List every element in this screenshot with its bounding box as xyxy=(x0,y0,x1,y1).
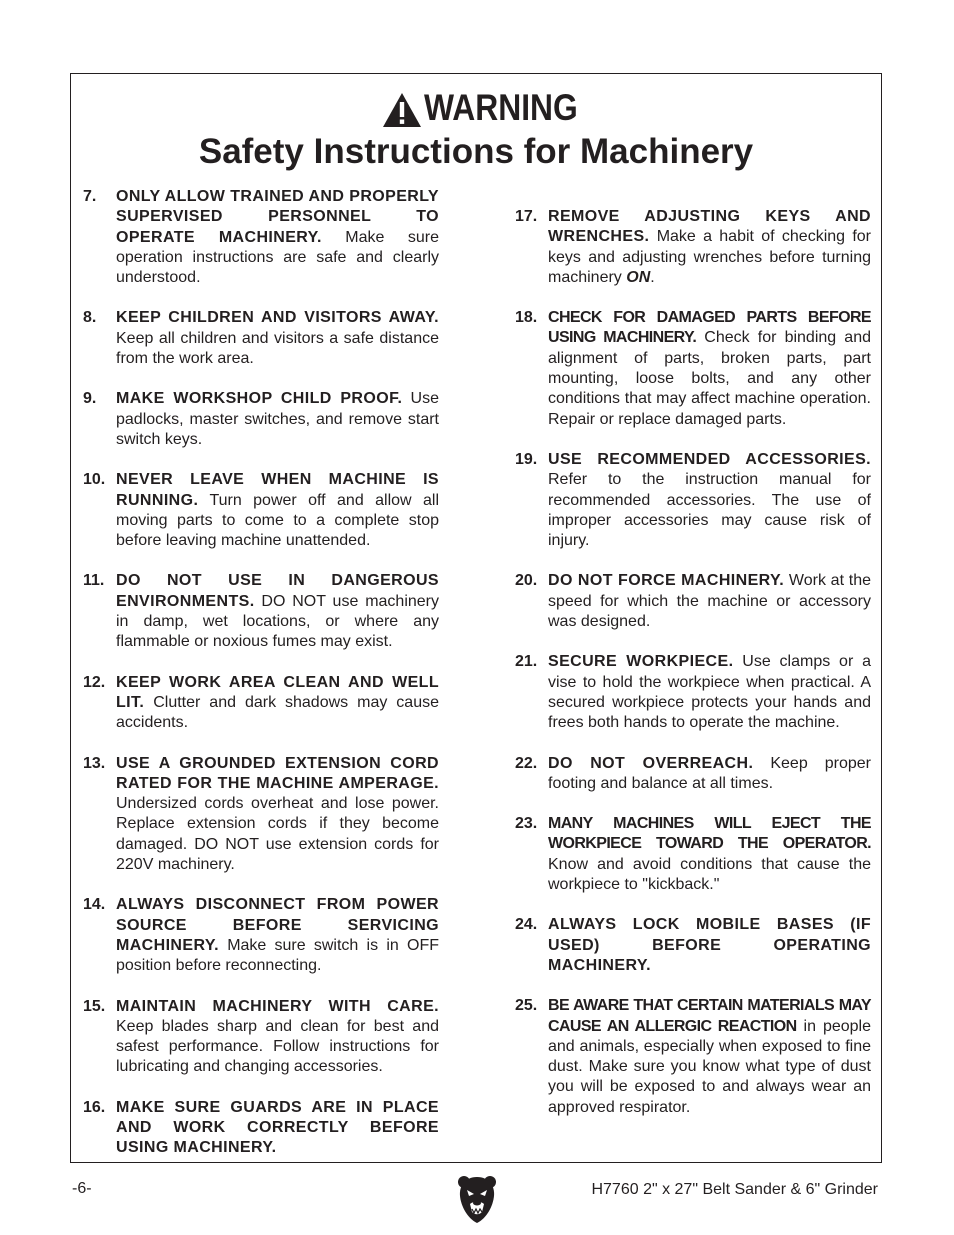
item-text: Make sure operation instructions are safe and clearly understood. xyxy=(116,228,439,287)
list-item xyxy=(515,652,872,733)
item-heading: ALWAYS DISCONNECT FROM POWER SOURCE BEFORE SERVICING MACHINERY. xyxy=(116,896,439,954)
item-body xyxy=(548,996,871,1118)
item-number: 7. xyxy=(83,188,97,205)
item-number: 23. xyxy=(515,815,538,833)
item-heading: SECURE WORKPIECE. xyxy=(548,653,734,671)
item-number: 24. xyxy=(515,916,538,934)
right-column xyxy=(515,207,872,1138)
item-body xyxy=(548,571,871,632)
item-heading: REMOVE ADJUSTING KEYS AND WRENCHES. xyxy=(548,208,871,246)
item-text: Clutter and dark shadows may cause accidents. xyxy=(116,693,439,732)
item-text: Make sure switch is in OFF position before reconnecting. xyxy=(116,936,439,975)
item-number: 18. xyxy=(515,309,538,327)
item-heading: CHECK FOR DAMAGED PARTS BEFORE USING MACHINERY. xyxy=(548,309,871,347)
item-heading: KEEP WORK AREA CLEAN AND WELL LIT. xyxy=(116,673,439,711)
item-heading: MAKE SURE GUARDS ARE IN PLACE AND WORK CORRECTLY BEFORE USING MACHINERY. xyxy=(116,1098,439,1157)
warning-triangle-icon xyxy=(382,92,422,128)
list-item xyxy=(515,308,872,430)
item-heading: MANY MACHINES WILL EJECT THE WORKPIECE TOWARD THE OPERATOR. xyxy=(548,815,871,853)
item-text: Turn power off and allow all moving parts to come to a complete stop before leaving machine unattended. xyxy=(116,491,440,550)
item-heading: BE AWARE THAT CERTAIN MATERIALS MAY CAUSE AN ALLERGIC REACTION xyxy=(548,997,871,1035)
list-item xyxy=(515,814,872,895)
item-number: 25. xyxy=(515,997,538,1015)
item-heading: DO NOT USE IN DANGEROUS ENVIRONMENTS. xyxy=(116,572,439,610)
list-item xyxy=(83,895,440,976)
list-item xyxy=(83,754,440,876)
item-body xyxy=(116,754,439,876)
item-heading: ALWAYS LOCK MOBILE BASES (IF USED) BEFORE OPERATING MACHINERY. xyxy=(548,916,871,974)
item-number: 20. xyxy=(515,572,538,590)
bear-head-logo-icon xyxy=(457,1174,497,1224)
item-heading: DO NOT FORCE MACHINERY. xyxy=(548,572,785,590)
item-number: 16. xyxy=(83,1098,106,1116)
list-item xyxy=(515,996,872,1118)
item-number: 14. xyxy=(83,896,106,914)
item-body xyxy=(548,207,871,288)
warning-banner xyxy=(71,88,881,128)
item-number: 22. xyxy=(515,754,538,772)
list-item xyxy=(515,450,872,551)
item-text: Work at the speed for which the machine or accessory was designed. xyxy=(548,572,872,631)
item-body xyxy=(116,673,439,734)
item-number: 21. xyxy=(515,653,538,671)
item-text-emphasis: ON xyxy=(626,268,651,286)
item-heading: USE A GROUNDED EXTENSION CORD RATED FOR THE MACHINE AMPERAGE. xyxy=(116,754,439,792)
item-text: Know and avoid conditions that cause the workpiece to "kickback." xyxy=(548,855,871,894)
item-number: 15. xyxy=(83,997,106,1015)
list-item xyxy=(515,915,872,976)
item-body xyxy=(116,895,439,976)
item-number: 8. xyxy=(83,309,97,327)
item-number: 10. xyxy=(83,471,106,489)
list-item xyxy=(515,754,872,795)
item-text: Make a habit of checking for keys and adjusting wrenches before turning machinery xyxy=(548,228,872,286)
item-text: Undersized cords overheat and lose power. Replace extension cords if they become damaged. DO NOT use extension cords for 220V machinery. xyxy=(116,795,439,874)
item-text: Refer to the instruction manual for recommended accessories. The use of improper accessories may cause risk of injury. xyxy=(548,471,871,550)
item-heading: ONLY ALLOW TRAINED AND PROPERLY SUPERVISED PERSONNEL TO OPERATE MACHINERY. xyxy=(116,188,439,246)
item-number: 9. xyxy=(83,390,97,408)
item-body xyxy=(116,308,439,369)
item-number: 11. xyxy=(83,572,105,590)
item-heading: DO NOT OVERREACH. xyxy=(548,754,754,772)
item-body xyxy=(548,915,871,976)
item-number: 19. xyxy=(515,450,538,468)
warning-heading: WARNING xyxy=(423,87,578,128)
item-text: Keep all children and visitors a safe distance from the work area. xyxy=(116,329,439,368)
document-title: H7760 2" x 27" Belt Sander & 6" Grinder xyxy=(591,1181,878,1198)
page-title: Safety Instructions for Machinery xyxy=(198,132,754,171)
item-body xyxy=(116,1098,439,1159)
item-body xyxy=(548,450,871,551)
list-item xyxy=(515,571,872,632)
left-column xyxy=(83,187,440,1179)
list-item xyxy=(83,673,440,734)
item-text: Check for binding and alignment of parts, broken parts, part mounting, loose bolts, and any other conditions that may affect machine operation. Repair or replace damaged parts. xyxy=(548,329,871,428)
item-heading: MAINTAIN MACHINERY WITH CARE. xyxy=(116,997,439,1015)
item-text: Keep blades sharp and clean for best and safest performance. Follow instructions for lubricating and changing accessories. xyxy=(116,1017,439,1076)
item-body xyxy=(548,308,871,430)
item-heading: KEEP CHILDREN AND VISITORS AWAY. xyxy=(116,309,439,327)
item-body xyxy=(116,997,439,1078)
item-body xyxy=(116,389,439,450)
item-body xyxy=(548,652,871,733)
item-number: 17. xyxy=(515,208,538,225)
item-text: Use clamps or a vise to hold the workpiece when practical. A secured workpiece protects your hands and frees both hands to operate the machine. xyxy=(548,653,872,732)
list-item xyxy=(83,389,440,450)
item-heading: USE RECOMMENDED ACCESSORIES. xyxy=(548,450,871,468)
list-item xyxy=(83,308,440,369)
page-number: -6- xyxy=(72,1180,92,1197)
item-text: DO NOT use machinery in damp, wet locations, or where any flammable or noxious fumes may exist. xyxy=(116,592,439,651)
item-text: Use padlocks, master switches, and remove start switch keys. xyxy=(116,390,439,448)
list-item xyxy=(83,470,440,551)
item-number: 12. xyxy=(83,673,106,691)
warning-box xyxy=(70,73,882,1163)
item-body xyxy=(116,470,439,551)
item-body xyxy=(116,571,439,652)
list-item xyxy=(83,187,440,288)
list-item xyxy=(83,997,440,1078)
item-text: Keep proper footing and balance at all times. xyxy=(548,754,871,792)
item-body xyxy=(548,754,871,795)
item-heading: NEVER LEAVE WHEN MACHINE IS RUNNING. xyxy=(116,471,439,509)
item-text: in people and animals, especially when exposed to fine dust. Make sure you know what type of dust you will be exposed to and always wear an approved respirator. xyxy=(548,1017,871,1116)
item-heading: MAKE WORKSHOP CHILD PROOF. xyxy=(116,390,403,408)
item-text-end: . xyxy=(650,268,655,286)
list-item xyxy=(83,1098,440,1159)
item-number: 13. xyxy=(83,754,106,772)
list-item xyxy=(515,207,872,288)
item-body xyxy=(548,814,871,895)
item-body xyxy=(116,187,439,288)
list-item xyxy=(83,571,440,652)
